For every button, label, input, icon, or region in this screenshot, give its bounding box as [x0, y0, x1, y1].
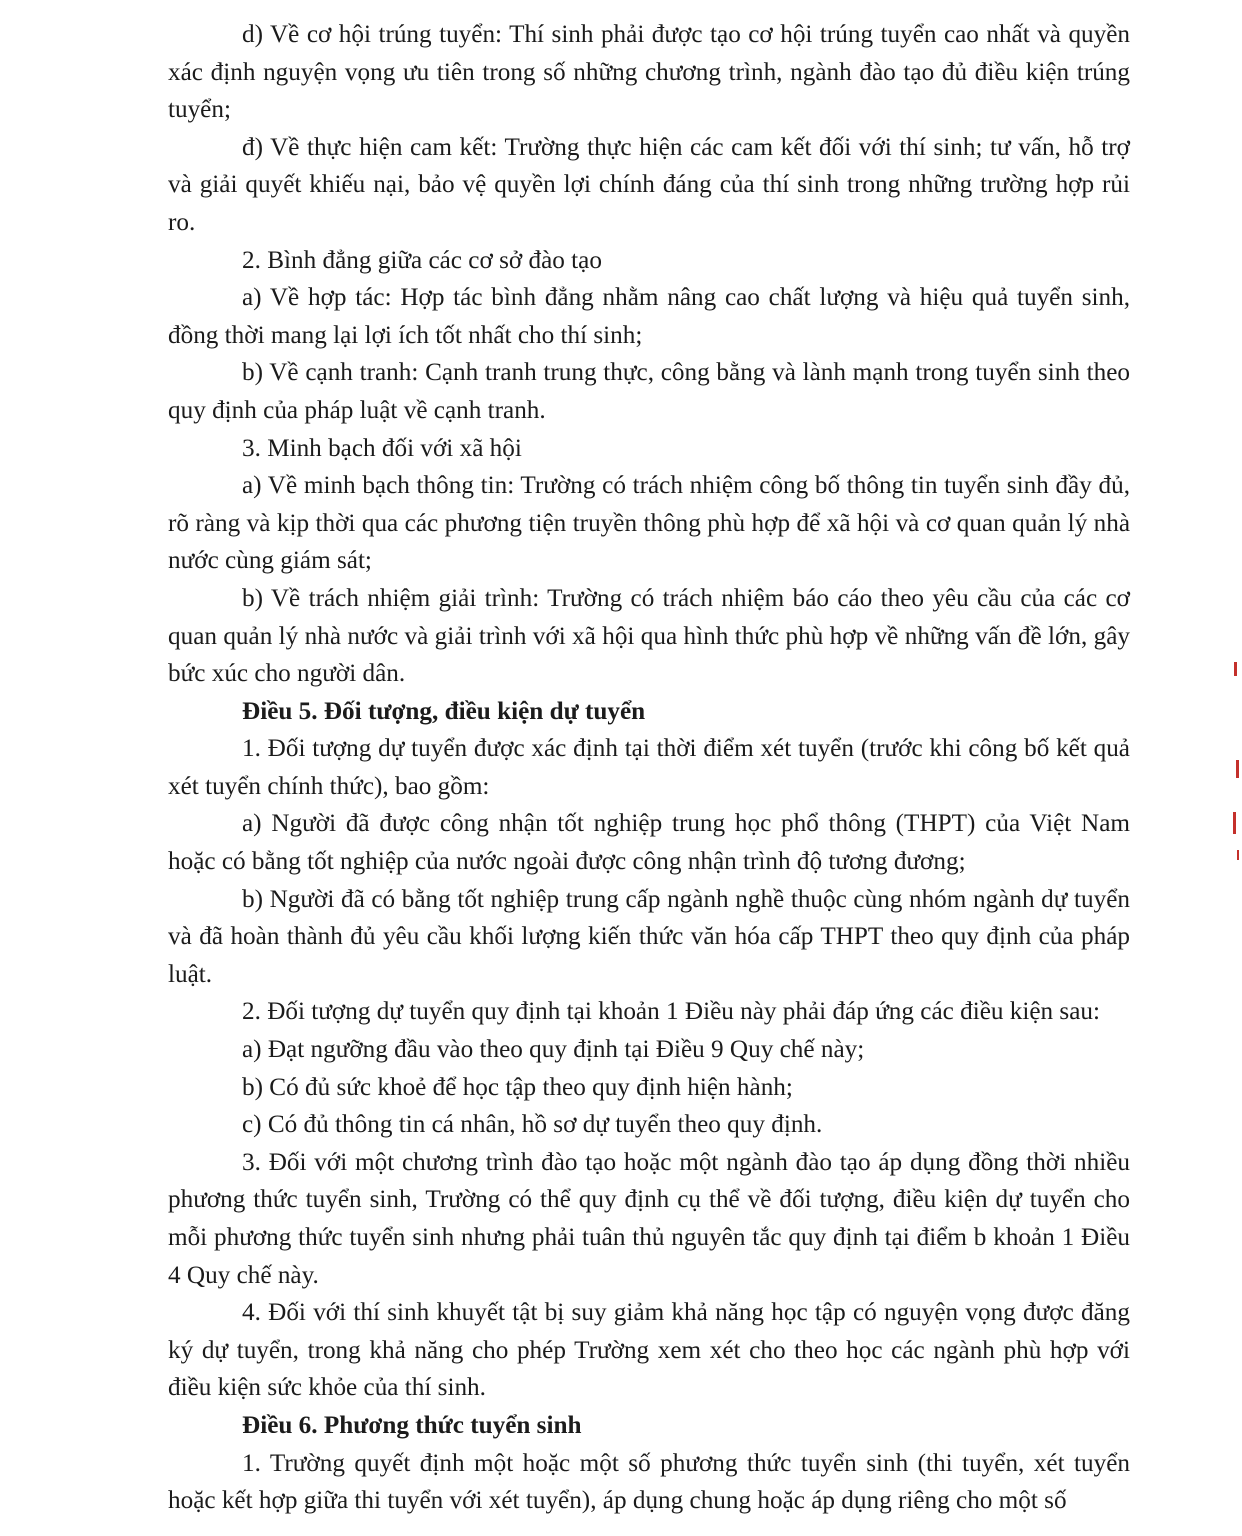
paragraph-a5-1-subjects: 1. Đối tượng dự tuyển được xác định tại thời điểm xét tuyển (trước khi công bố kết quả xét tuyển chính thức), bao gồm: [168, 735, 1130, 800]
paragraph-a5-2a-threshold: a) Đạt ngưỡng đầu vào theo quy định tại Điều 9 Quy chế này; [242, 1036, 865, 1064]
paragraph-a5-1b-vocational: b) Người đã có bằng tốt nghiệp trung cấp ngành nghề thuộc cùng nhóm ngành dự tuyển và đã hoàn thành đủ yêu cầu khối lượng kiến thức văn hóa cấp THPT theo quy định của pháp luật. [168, 885, 1130, 988]
document-page [168, 16, 1130, 1520]
paragraph-a5-1a-high-school: a) Người đã được công nhận tốt nghiệp trung học phổ thông (THPT) của Việt Nam hoặc có bằng tốt nghiệp của nước ngoài được công nhận trình độ tương đương; [168, 810, 1130, 876]
paragraph-2a-cooperation: a) Về hợp tác: Hợp tác bình đẳng nhằm nâng cao chất lượng và hiệu quả tuyển sinh, đồng thời mang lại lợi ích tốt nhất cho thí sinh; [168, 284, 1130, 349]
paragraph-3a-information: a) Về minh bạch thông tin: Trường có trách nhiệm công bố thông tin tuyển sinh đầy đủ, rõ ràng và kịp thời qua các phương tiện truyền thông phù hợp để xã hội và cơ quan quản lý nhà nước cùng giám sát; [168, 472, 1130, 575]
paragraph-a6-1-methods: 1. Trường quyết định một hoặc một số phương thức tuyển sinh (thi tuyển, xét tuyển hoặc kết hợp giữa thi tuyển với xét tuyển), áp dụng chung hoặc áp dụng riêng cho một số [168, 1449, 1130, 1515]
paragraph-a5-4-disability: 4. Đối với thí sinh khuyết tật bị suy giảm khả năng học tập có nguyện vọng được đăng ký dự tuyển, trong khả năng cho phép Trường xem xét cho theo học các ngành phù hợp với điều kiện sức khỏe của thí sinh. [168, 1299, 1130, 1402]
paragraph-3-transparency: 3. Minh bạch đối với xã hội [242, 434, 522, 462]
paragraph-a5-2c-profile: c) Có đủ thông tin cá nhân, hồ sơ dự tuyển theo quy định. [242, 1111, 823, 1139]
paragraph-a5-2-conditions: 2. Đối tượng dự tuyển quy định tại khoản 1 Điều này phải đáp ứng các điều kiện sau: [242, 998, 1100, 1026]
article-6-heading: Điều 6. Phương thức tuyển sinh [242, 1411, 582, 1439]
scan-mark [1233, 812, 1236, 834]
paragraph-1d-opportunity: d) Về cơ hội trúng tuyển: Thí sinh phải được tạo cơ hội trúng tuyển cao nhất và quyền xác định nguyện vọng ưu tiên trong số những chương trình, ngành đào tạo đủ điều kiện trúng tuyển; [168, 21, 1130, 124]
paragraph-a5-3-methods: 3. Đối với một chương trình đào tạo hoặc một ngành đào tạo áp dụng đồng thời nhiều phương thức tuyển sinh, Trường có thể quy định cụ thể về đối tượng, điều kiện dự tuyển cho mỗi phương thức tuyển sinh nhưng phải tuân thủ nguyên tắc quy định tại điểm b khoản 1 Điều 4 Quy chế này. [168, 1148, 1130, 1289]
paragraph-1dd-commitment: đ) Về thực hiện cam kết: Trường thực hiện các cam kết đối với thí sinh; tư vấn, hỗ trợ và giải quyết khiếu nại, bảo vệ quyền lợi chính đáng của thí sinh trong những trường hợp rủi ro. [168, 133, 1130, 236]
paragraph-2-equality: 2. Bình đẳng giữa các cơ sở đào tạo [242, 246, 602, 274]
paragraph-2b-competition: b) Về cạnh tranh: Cạnh tranh trung thực, công bằng và lành mạnh trong tuyển sinh theo quy định của pháp luật về cạnh tranh. [168, 359, 1130, 424]
scan-mark [1236, 760, 1239, 778]
scan-mark [1234, 662, 1237, 676]
paragraph-3b-accountability: b) Về trách nhiệm giải trình: Trường có trách nhiệm báo cáo theo yêu cầu của các cơ quan quản lý nhà nước và giải trình với xã hội qua hình thức phù hợp về những vấn đề lớn, gây bức xúc cho người dân. [168, 584, 1130, 688]
scan-mark [1237, 850, 1239, 860]
paragraph-a5-2b-health: b) Có đủ sức khoẻ để học tập theo quy định hiện hành; [242, 1073, 793, 1101]
article-5-heading: Điều 5. Đối tượng, điều kiện dự tuyển [242, 697, 646, 725]
